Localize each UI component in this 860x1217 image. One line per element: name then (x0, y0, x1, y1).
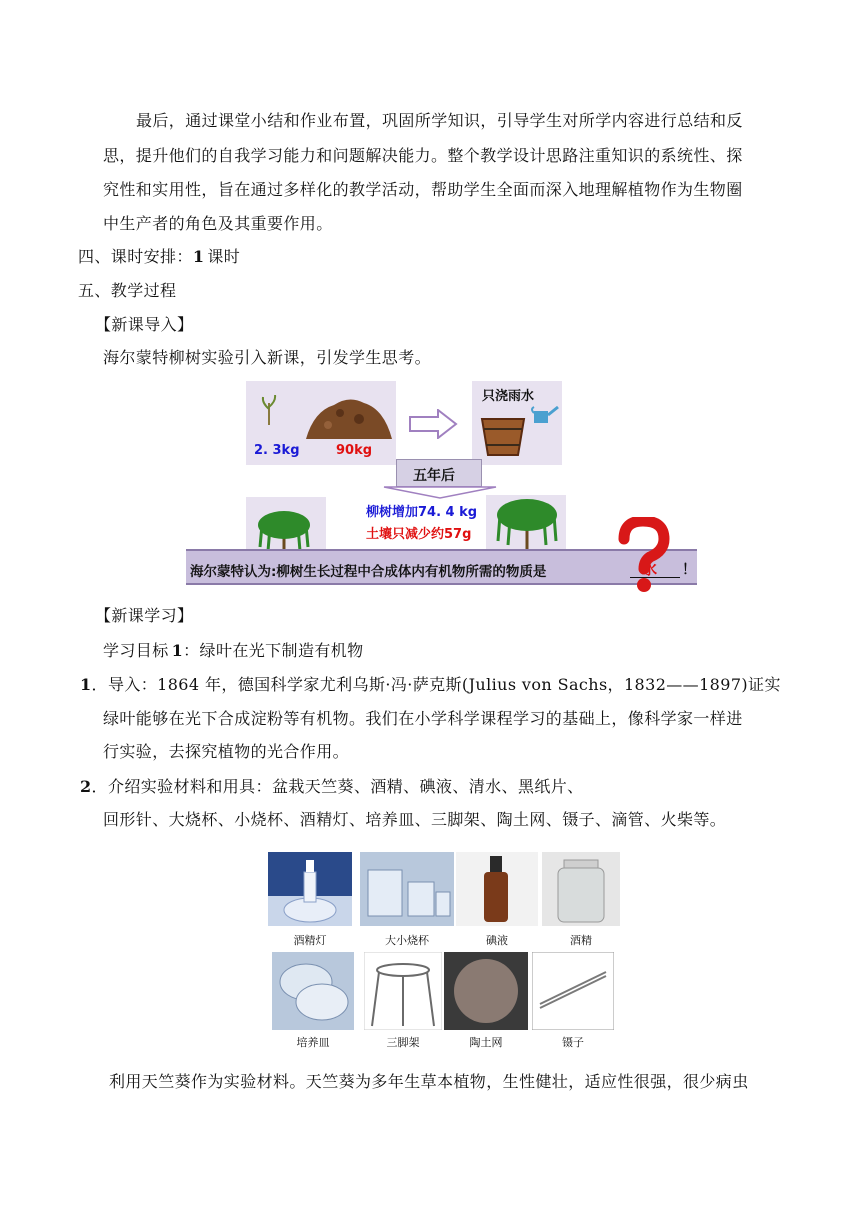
tweezers-cell (532, 952, 614, 1052)
five-years-box (396, 459, 482, 487)
item-1-line-2: 绿叶能够在光下合成淀粉等有机物。我们在小学科学课程学习的基础上，像科学家一样进 (103, 709, 743, 728)
willow-start-weight: 2. 3kg (254, 443, 300, 458)
equipment-caption: 酒精 (570, 934, 592, 947)
learning-goal-suffix: ：绿叶在光下制造有机物 (183, 641, 364, 660)
section-4-suffix: 课时 (207, 247, 241, 266)
conclusion-answer: 水 (642, 560, 658, 578)
conclusion-text: 海尔蒙特认为:柳树生长过程中合成体内有机物所需的物质是 (190, 564, 547, 580)
intro-text: 海尔蒙特柳树实验引入新课，引发学生思考。 (103, 348, 432, 367)
paragraph-1-line-2: 思，提升他们的自我学习能力和问题解决能力。整个教学设计思路注重知识的系统性、探 (103, 146, 743, 165)
iodine-cell (456, 852, 538, 946)
equipment-caption: 陶土网 (469, 1036, 503, 1049)
alcohol-lamp-icon (268, 852, 352, 926)
willow-experiment-figure (186, 381, 697, 595)
paragraph-1-line-1: 最后，通过课堂小结和作业布置，巩固所学知识，引导学生对所学内容进行总结和反 (136, 111, 743, 130)
intro-heading: 【新课导入】 (95, 315, 194, 334)
petri-dish-cell (272, 952, 354, 1052)
tweezers-icon (532, 952, 614, 1030)
equipment-caption: 培养皿 (296, 1036, 330, 1049)
equipment-caption: 大小烧杯 (385, 934, 429, 947)
soil-pile-icon (304, 391, 394, 441)
beakers-cell (360, 852, 454, 946)
clay-mesh-cell (444, 952, 528, 1052)
soil-start-weight: 90kg (336, 443, 373, 458)
equipment-caption: 碘液 (486, 934, 508, 947)
clay-mesh-icon (444, 952, 528, 1030)
watering-can-icon (530, 403, 560, 425)
closing-paragraph-line-1: 利用天竺葵作为实验材料。天竺葵为多年生草本植物，生性健壮，适应性很强，很少病虫 (109, 1072, 749, 1091)
alcohol-cell (542, 852, 620, 946)
rain-only-label: 只浇雨水 (482, 389, 535, 404)
right-arrow-icon (408, 409, 458, 439)
item-2-line-1 (80, 777, 584, 797)
paragraph-1-line-3: 究性和实用性，旨在通过多样化的教学活动，帮助学生全面而深入地理解植物作为生物圈 (103, 180, 743, 199)
willow-tree-right-icon (494, 497, 560, 551)
equipment-caption: 镊子 (562, 1036, 584, 1049)
conclusion-exclaim: ！ (682, 562, 696, 578)
item-1-text: ．导入：1864 年，德国科学家尤利乌斯·冯·萨克斯(Julius von Sachs，1832——1897)证实 (91, 675, 781, 694)
section-5-heading: 五、教学过程 (78, 281, 177, 300)
down-arrow-icon (382, 485, 498, 499)
alcohol-lamp-cell (268, 852, 352, 946)
study-heading: 【新课学习】 (95, 606, 194, 625)
equipment-caption: 三脚架 (386, 1036, 420, 1049)
section-4-number: 1 (192, 247, 205, 266)
equipment-figure (256, 848, 626, 1053)
learning-goal-number: 1 (171, 641, 184, 660)
tripod-icon (364, 952, 442, 1030)
willow-gain-text: 柳树增加74. 4 kg (366, 505, 478, 520)
alcohol-jar-icon (542, 852, 620, 926)
equipment-caption: 酒精灯 (293, 934, 327, 947)
beakers-icon (360, 852, 454, 926)
question-mark-icon (616, 517, 670, 593)
learning-goal-prefix: 学习目标 (103, 641, 169, 660)
iodine-bottle-icon (456, 852, 538, 926)
item-2-line-2: 回形针、大烧杯、小烧杯、酒精灯、培养皿、三脚架、陶土网、镊子、滴管、火柴等。 (103, 810, 727, 829)
item-1-line-1 (80, 675, 781, 695)
section-4-heading (78, 247, 240, 267)
five-years-label: 五年后 (413, 468, 455, 484)
tripod-cell (364, 952, 442, 1052)
item-2-number: 2 (80, 777, 92, 796)
soil-loss-text: 土壤只减少约57g (366, 527, 472, 542)
section-4-prefix: 四、课时安排： (78, 247, 193, 266)
paragraph-1-line-4: 中生产者的角色及其重要作用。 (103, 214, 333, 233)
item-1-number: 1 (80, 675, 92, 694)
petri-dish-icon (272, 952, 354, 1030)
item-1-line-3: 行实验，去探究植物的光合作用。 (103, 742, 350, 761)
sapling-icon (258, 395, 280, 425)
learning-goal-1 (103, 641, 364, 661)
bucket-icon (478, 411, 528, 457)
item-2-text: ．介绍实验材料和用具：盆栽天竺葵、酒精、碘液、清水、黑纸片、 (91, 777, 584, 796)
